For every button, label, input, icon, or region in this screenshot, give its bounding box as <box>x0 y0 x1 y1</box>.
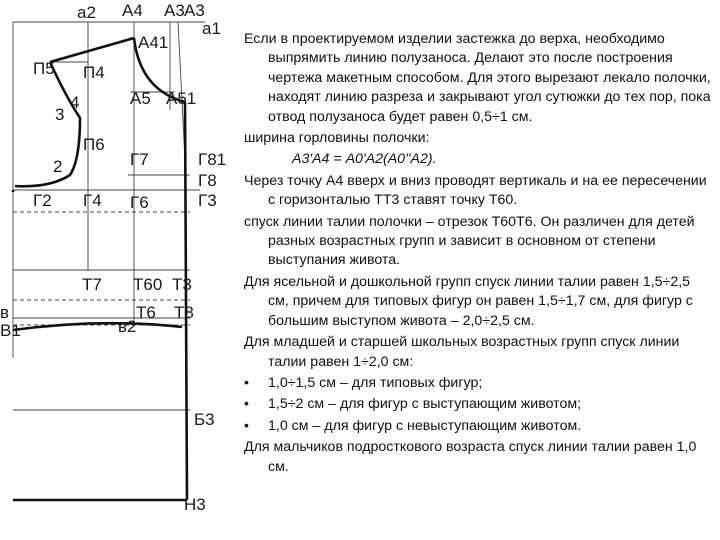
label-P6: П6 <box>83 135 105 154</box>
label-A41: А41 <box>138 33 169 52</box>
label-H3: Н3 <box>184 495 206 514</box>
construction-lines <box>13 22 205 410</box>
label-T7: Т7 <box>82 275 102 294</box>
paragraph-waist-drop: спуск линии талии полочки – отрезок Т60Т6. Он различен для детей разных возрастных групп и зависит в основном от степени выступания живота. <box>244 213 695 269</box>
label-P4: П4 <box>83 63 105 82</box>
paragraph-fastener: Если в проектируемом изделии застежка до верха, необходимо выпрямить линию полузаноса. Делают это после построения чертежа макетным способом. Для этого вырезают лекало полочки, находят линию разреза и закрывают угол сутюжки до тех пор, пока отвод полузаноса будет равен 0,5÷1 см. <box>244 31 711 125</box>
label-G2: Г2 <box>33 191 52 210</box>
label-A51: А51 <box>166 89 197 108</box>
bullet-item-typical <box>244 374 714 393</box>
label-P5: П5 <box>33 59 55 78</box>
label-A3: А3 <box>164 1 185 20</box>
bullet-item-flat <box>244 417 714 436</box>
bullet-marker: • <box>244 396 249 413</box>
label-G81: Г81 <box>198 150 227 169</box>
front-edge-line <box>185 102 187 500</box>
paragraph-school: Для младшей и старшей школьных возрастных групп спуск линии талии равен 1÷2,0 см: <box>244 334 680 370</box>
label-G4: Г4 <box>83 191 102 210</box>
paragraph-nursery: Для ясельной и дошкольной групп спуск линии талии равен 1,5÷2,5 см, причем для типовых фигур он равен 1,5÷1,7 см, для фигур с большим выступом живота – 2,0÷2,5 см. <box>244 273 693 329</box>
label-V1: В1 <box>0 321 21 340</box>
bullet-marker: • <box>244 417 249 434</box>
bullet-text-protruding: 1,5÷2 см – для фигур с выступающим животом; <box>268 396 582 413</box>
label-a1: а1 <box>202 19 221 38</box>
label-T6: Т6 <box>136 303 156 322</box>
label-A4: А4 <box>122 1 143 20</box>
bottom-waist-curve <box>13 323 182 330</box>
bullet-marker: • <box>244 374 249 391</box>
armhole-curve <box>15 62 80 186</box>
label-2: 2 <box>53 157 63 176</box>
label-3: 3 <box>55 105 65 124</box>
label-G8: Г8 <box>198 171 217 190</box>
pattern-diagram <box>0 0 240 540</box>
label-v: в <box>0 303 10 322</box>
label-G7: Г7 <box>130 150 149 169</box>
label-T8: Т8 <box>174 303 194 322</box>
label-G6: Г6 <box>130 193 149 212</box>
paragraph-vertical: Через точку А4 вверх и вниз проводят вертикаль и на ее пересечении с горизонталью ТТ3 ставят точку Т60. <box>244 172 707 209</box>
contour-lines <box>13 38 187 500</box>
label-A5: А5 <box>130 89 151 108</box>
text-panel <box>244 30 714 479</box>
label-v2: в2 <box>118 317 137 336</box>
label-a2: а2 <box>77 3 96 22</box>
label-4: 4 <box>70 93 80 112</box>
label-T3: Т3 <box>172 275 192 294</box>
paragraph-boys: Для мальчиков подросткового возраста спуск линии талии равен 1,0 см. <box>244 439 697 475</box>
bullet-text-typical: 1,0÷1,5 см – для типовых фигур; <box>268 374 483 391</box>
label-B3: Б3 <box>194 410 215 429</box>
shoulder-line <box>50 38 134 62</box>
bullet-text-flat: 1,0 см – для фигур с невыступающим животом. <box>268 417 582 434</box>
label-G3: Г3 <box>198 191 217 210</box>
paragraph-neck-width: ширина горловины полочки: <box>244 130 430 147</box>
bullet-item-protruding <box>244 395 714 414</box>
formula-neck-width: А3'А4 = А0'А2(А0''А2). <box>292 151 437 168</box>
label-A3b: А3 <box>184 1 205 20</box>
label-T60: Т60 <box>133 275 163 294</box>
